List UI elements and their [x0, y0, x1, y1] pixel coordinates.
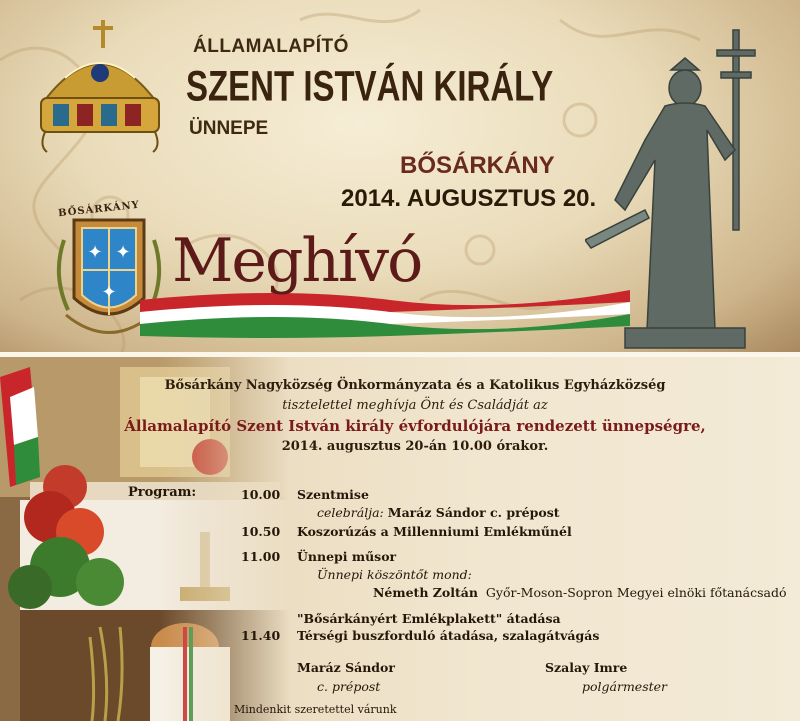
svg-text:✦: ✦	[87, 242, 103, 263]
program-label: Program:	[128, 485, 197, 500]
program-item: "Bősárkányért Emlékplakett" átadása	[297, 611, 561, 626]
intro-event-title: Államalapító Szent István király évfordulójára rendezett ünnepségre,	[124, 417, 706, 435]
event-date: 2014. AUGUSZTUS 20.	[341, 185, 597, 212]
header-title: SZENT ISTVÁN KIRÁLY	[186, 62, 554, 110]
signature-name: Szalay Imre	[545, 660, 628, 675]
intro-invitation-line: tisztelettel meghívja Önt és Családját az	[282, 398, 548, 413]
intro-organizers: Bősárkány Nagyközség Önkormányzata és a Katolikus Egyházközség	[164, 378, 666, 393]
program-item: Térségi buszforduló átadása, szalagátvágás	[297, 628, 600, 643]
header-banner	[0, 0, 800, 355]
program-time: 11.40	[241, 628, 281, 643]
program-item: Ünnepi műsor	[297, 549, 397, 564]
invitation-body	[0, 357, 800, 721]
program-item-detail: celebrálja: Maráz Sándor c. prépost	[317, 505, 560, 520]
location-label: BŐSÁRKÁNY	[400, 152, 555, 179]
coat-of-arms-caption: BŐSÁRKÁNY	[57, 199, 141, 220]
holy-crown-icon	[35, 18, 165, 153]
program-item-detail: Németh Zoltán Győr-Moson-Sopron Megyei elnöki főtanácsadó	[373, 585, 787, 600]
program-item: Szentmise	[297, 487, 369, 502]
program-time: 11.00	[241, 549, 281, 564]
header-subtitle: ÁLLAMALAPÍTÓ	[193, 36, 349, 57]
header-title-suffix: ÜNNEPE	[189, 118, 269, 139]
svg-text:✦: ✦	[101, 282, 117, 303]
invitation-title: Meghívó	[172, 226, 422, 296]
signature-role: polgármester	[582, 679, 668, 694]
saint-stephen-statue-icon	[585, 10, 800, 350]
signature-role: c. prépost	[317, 679, 381, 694]
program-time: 10.00	[241, 487, 281, 502]
program-item-detail: Ünnepi köszöntőt mond:	[317, 567, 472, 582]
program-item: Koszorúzás a Millenniumi Emlékműnél	[297, 524, 572, 539]
svg-text:✦: ✦	[115, 242, 131, 263]
program-time: 10.50	[241, 524, 281, 539]
closing-line: Mindenkit szeretettel várunk	[234, 703, 397, 716]
intro-datetime: 2014. augusztus 20-án 10.00 órakor.	[281, 439, 549, 454]
signature-name: Maráz Sándor	[297, 660, 395, 675]
